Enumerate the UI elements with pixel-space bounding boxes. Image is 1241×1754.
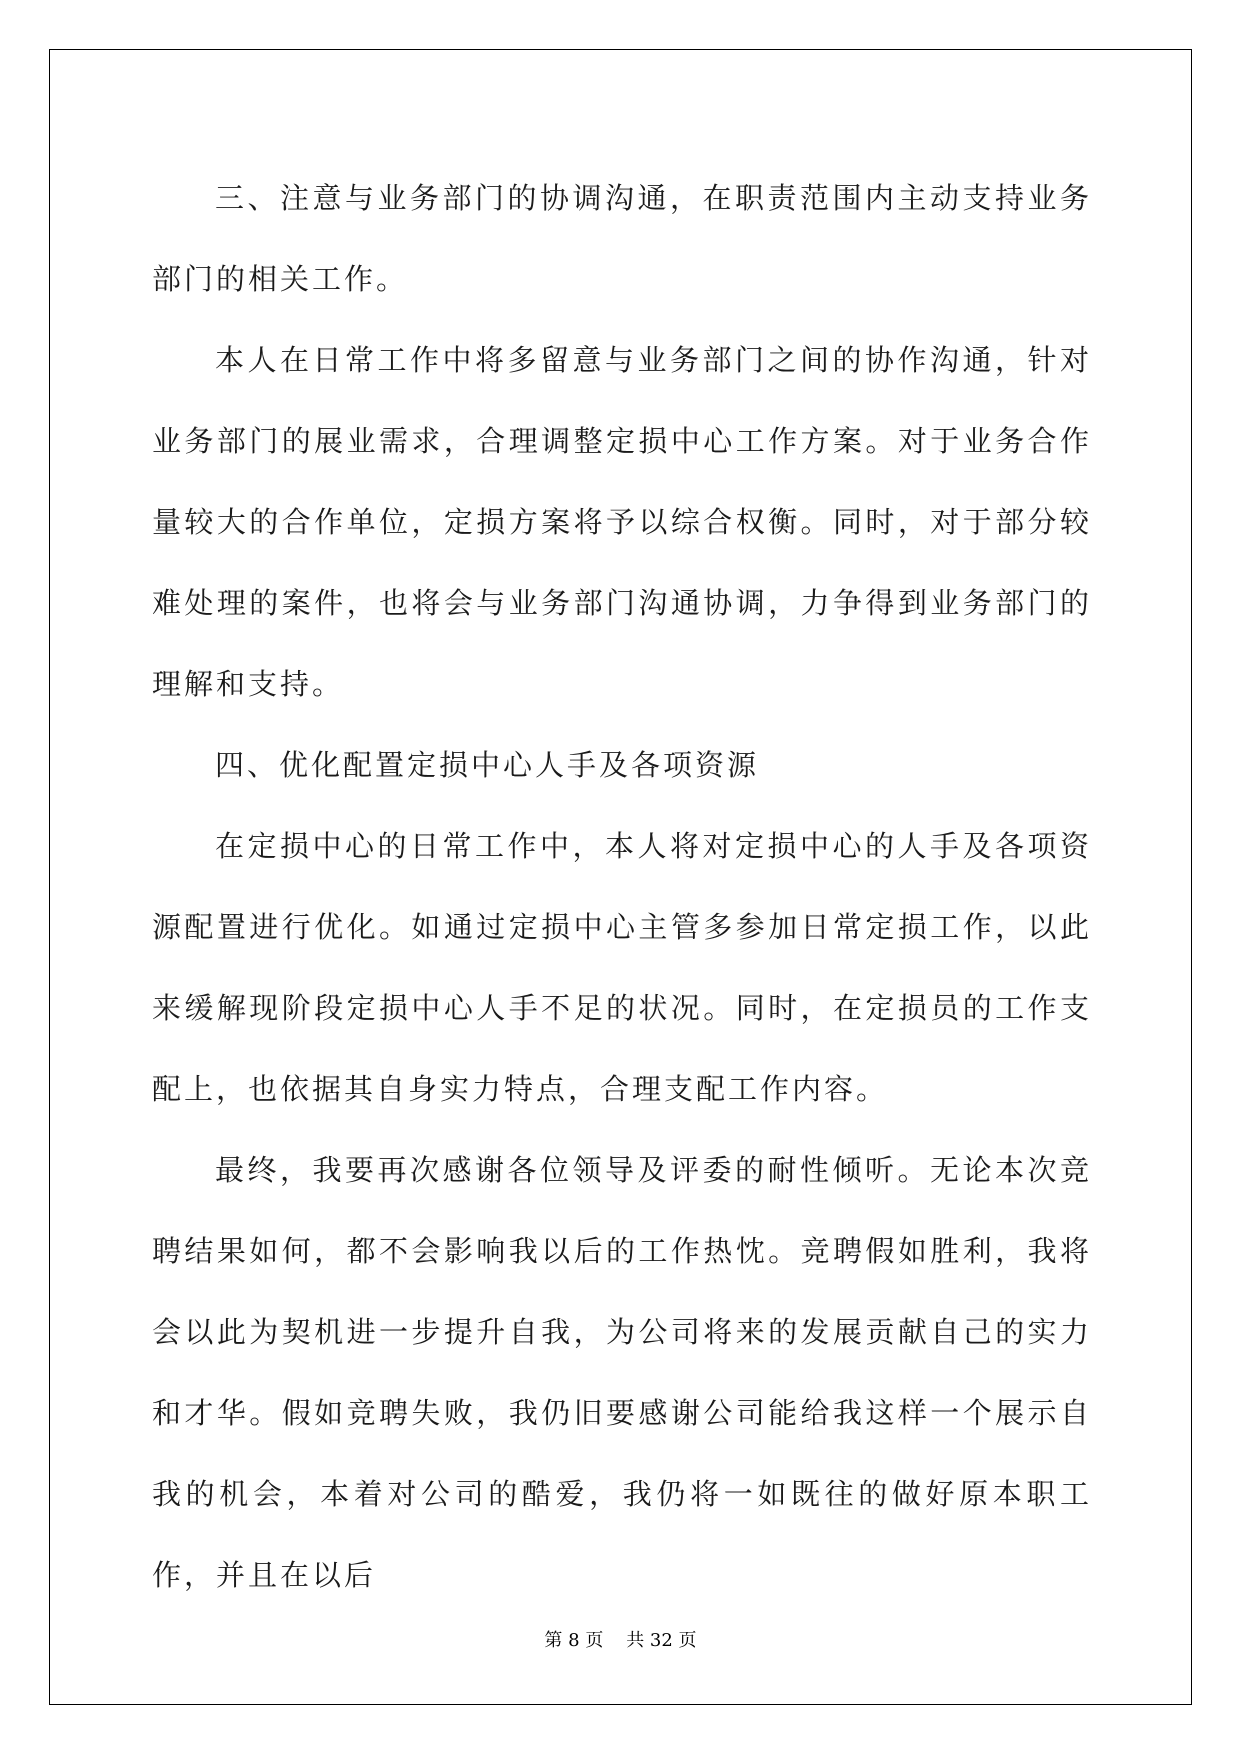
paragraph-heading-3: 三、注意与业务部门的协调沟通，在职责范围内主动支持业务部门的相关工作。	[152, 181, 1092, 296]
paragraph: 本人在日常工作中将多留意与业务部门之间的协作沟通，针对业务部门的展业需求，合理调整定损中心工作方案。对于业务合作量较大的合作单位，定损方案将予以综合权衡。同时，对于部分较难处理的案件，也将会与业务部门沟通协调，力争得到业务部门的理解和支持。	[152, 343, 1092, 701]
paragraph: 在定损中心的日常工作中，本人将对定损中心的人手及各项资源配置进行优化。如通过定损中心主管多参加日常定损工作，以此来缓解现阶段定损中心人手不足的状况。同时，在定损员的工作支配上，也依据其自身实力特点，合理支配工作内容。	[152, 829, 1092, 1106]
paragraph-heading-4: 四、优化配置定损中心人手及各项资源	[215, 748, 760, 782]
paragraph: 最终，我要再次感谢各位领导及评委的耐性倾听。无论本次竞聘结果如何，都不会影响我以后的工作热忱。竞聘假如胜利，我将会以此为契机进一步提升自我，为公司将来的发展贡献自己的实力和才华。假如竞聘失败，我仍旧要感谢公司能给我这样一个展示自我的机会，本着对公司的酷爱，我仍将一如既往的做好原本职工作，并且在以后	[152, 1153, 1092, 1592]
document-body	[152, 158, 1092, 1616]
page-footer: 第 8 页 共 32 页	[544, 1630, 697, 1651]
